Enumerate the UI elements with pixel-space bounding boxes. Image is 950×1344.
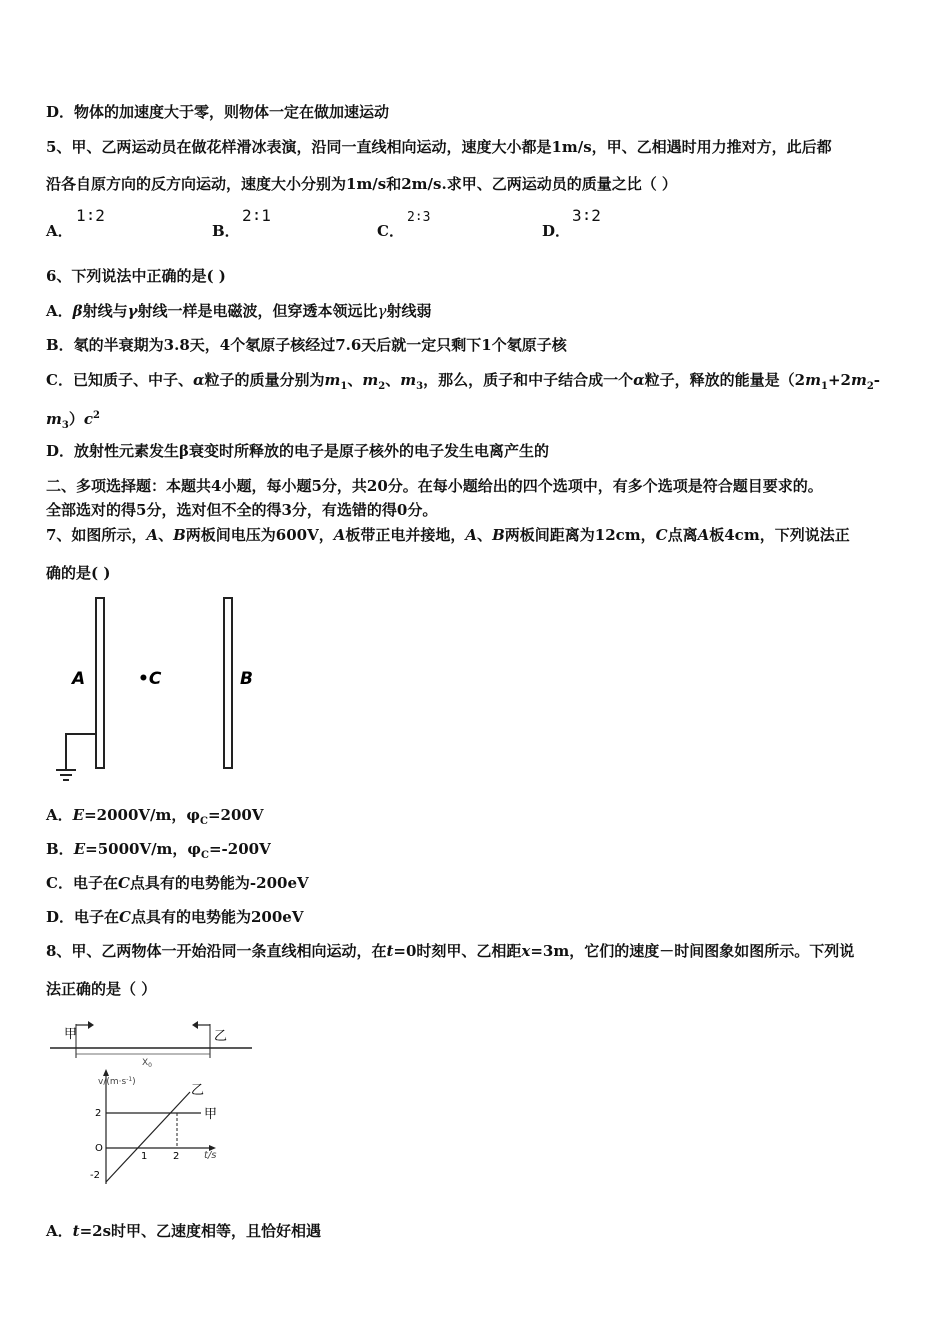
curve-label-jia: 甲 <box>204 1107 218 1122</box>
q6-option-d: D．放射性元素发生β衰变时所释放的电子是原子核外的电子发生电离产生的 <box>46 442 549 460</box>
q7-option-d: D．电子在C点具有的电势能为200eV <box>46 908 304 926</box>
section2-header-line1: 二、多项选择题：本题共4小题，每小题5分，共20分。在每小题给出的四个选项中，有多个选项是符合题目要求的。 <box>46 477 823 495</box>
q8-stem-line1: 8、甲、乙两物体一开始沿同一条直线相向运动，在t=0时刻甲、乙相距x=3m，它们的速度－时间图象如图所示。下列说 <box>46 942 855 960</box>
q5-option-b-value: 2∶1 <box>242 206 271 225</box>
q7-stem-line2: 确的是( ) <box>46 564 111 582</box>
q4-option-d: D．物体的加速度大于零，则物体一定在做加速运动 <box>46 103 390 121</box>
label-plate-a: A <box>72 669 86 689</box>
tick-t-2: 2 <box>173 1151 180 1162</box>
line-yi <box>106 1092 190 1182</box>
plate-a <box>96 598 104 768</box>
label-jia: 甲 <box>64 1027 78 1042</box>
q8-option-a: A．t=2s时甲、乙速度相等，且恰好相遇 <box>46 1222 322 1240</box>
q6-stem: 6、下列说法中正确的是( ) <box>46 267 226 285</box>
q6-option-a: A．β射线与γ射线一样是电磁波，但穿透本领远比γ射线弱 <box>46 302 432 320</box>
q7-option-a: A．E=2000V/m，$\varphi_C=200V$ <box>46 806 264 827</box>
label-x0: $X_0$ <box>142 1058 152 1069</box>
q5-stem-line1: 5、甲、乙两运动员在做花样滑冰表演，沿同一直线相向运动，速度大小都是1m/s，甲、乙相遇时用力推对方，此后都 <box>46 138 832 156</box>
tick-t-1: 1 <box>141 1151 148 1162</box>
q7-option-c: C．电子在C点具有的电势能为-200eV <box>46 874 309 892</box>
q5-stem-line2: 沿各自原方向的反方向运动，速度大小分别为1m/s和2m/s.求甲、乙两运动员的质量之比（ ） <box>46 175 677 193</box>
q5-option-a-value: 1∶2 <box>76 206 105 225</box>
q8-stem-line2: 法正确的是（ ） <box>46 980 157 998</box>
q8-vt-figure <box>46 1014 266 1194</box>
q5-option-c-value: 2∶3 <box>407 210 431 225</box>
q7-stem-line1: 7、如图所示，A、B两板间电压为600V，A板带正电并接地，A、B两板间距离为12cm，C点离A板4cm，下列说法正 <box>46 526 850 544</box>
ground-symbol <box>56 734 96 780</box>
label-yi: 乙 <box>214 1029 228 1044</box>
label-plate-b: B <box>240 669 253 689</box>
q8-motion-diagram <box>50 1021 252 1069</box>
tick-v-2: 2 <box>95 1108 102 1119</box>
q6-option-b: B．氡的半衰期为3.8天，4个氡原子核经过7.6天后就一定只剩下1个氡原子核 <box>46 336 567 354</box>
tick-v-minus2: -2 <box>90 1170 100 1181</box>
q6-option-c-line1: C．已知质子、中子、α粒子的质量分别为$m_1$、$m_2$、$m_3$，那么，质子和中子结合成一个α粒子，释放的能量是（$2m_1+2m_2-$ <box>46 371 881 392</box>
tick-origin: O <box>95 1143 103 1154</box>
q6-option-c-line2: $m_3)c^2$ <box>46 410 100 431</box>
axis-v-label: $v/(m\cdot s^{-1})$ <box>98 1076 136 1087</box>
q5-option-d-value: 3∶2 <box>572 206 601 225</box>
axis-t-label: t/s <box>204 1150 217 1161</box>
section2-header-line2: 全部选对的得5分，选对但不全的得3分，有选错的得0分。 <box>46 501 438 519</box>
label-point-c: •C <box>138 669 162 689</box>
q5-options: A． 1∶2 B． 2∶1 C． 2∶3 D． 3∶2 <box>46 206 601 240</box>
q7-option-b: B．E=5000V/m，$\varphi_C=-200V$ <box>46 840 271 861</box>
q8-vt-graph <box>90 1069 217 1184</box>
q7-plates-figure <box>50 592 280 792</box>
plate-b <box>224 598 232 768</box>
curve-label-yi: 乙 <box>191 1083 205 1098</box>
